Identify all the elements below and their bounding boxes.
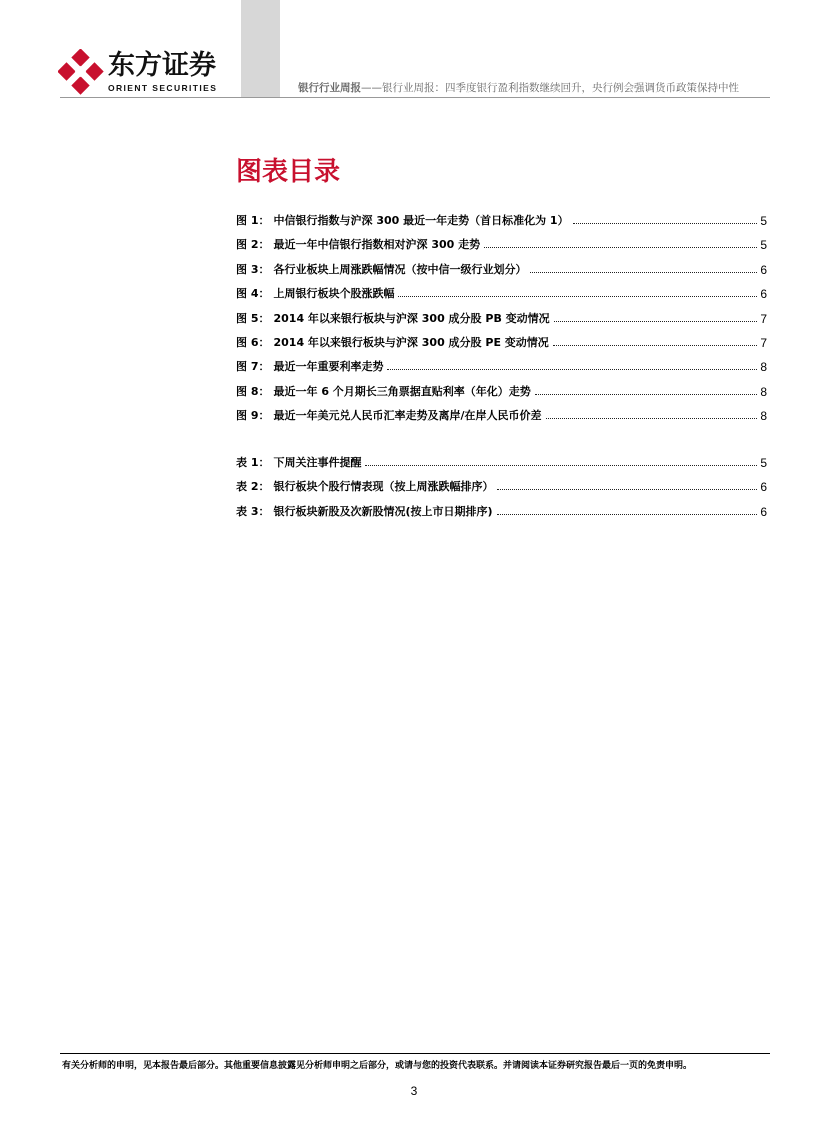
report-subtitle: ——银行业周报：四季度银行盈利指数继续回升，央行例会强调货币政策保持中性 xyxy=(361,82,739,94)
toc-leader-dots xyxy=(398,295,757,297)
footer-divider xyxy=(60,1053,770,1054)
toc-entry-title: 银行板块新股及次新股情况(按上市日期排序) xyxy=(273,504,493,518)
toc-leader-dots xyxy=(573,222,758,224)
toc-table-entry[interactable] xyxy=(236,478,767,494)
toc-entry-title: 中信银行指数与沪深 300 最近一年走势（首日标准化为 1） xyxy=(273,214,569,227)
page-number: 3 xyxy=(410,1084,418,1098)
toc-title: 图表目录 xyxy=(236,157,341,187)
toc-figure-entry[interactable] xyxy=(236,310,767,326)
toc-entry-page: 8 xyxy=(760,360,767,375)
toc-entry-title: 下周关注事件提醒 xyxy=(273,456,362,469)
report-header xyxy=(298,82,739,95)
toc-leader-dots xyxy=(497,513,758,515)
toc-entry-title: 上周银行板块个股涨跌幅 xyxy=(273,287,395,301)
toc-leader-dots xyxy=(387,368,757,370)
toc-leader-dots xyxy=(553,344,758,346)
logo-english-name: ORIENT SECURITIES xyxy=(108,83,218,93)
toc-leader-dots xyxy=(535,393,758,395)
toc-figure-entry[interactable] xyxy=(236,334,767,350)
toc-figure-entry[interactable] xyxy=(236,261,767,277)
toc-entry-page: 6 xyxy=(760,480,767,495)
toc-entry-label: 表 1： xyxy=(236,456,270,469)
toc-entry-label: 图 7： xyxy=(236,360,270,374)
header-gray-bar xyxy=(241,0,280,98)
toc-entry-label: 表 3： xyxy=(236,504,270,518)
toc-entry-page: 6 xyxy=(760,262,767,277)
toc-table-entry[interactable] xyxy=(236,503,767,519)
toc-entry-page: 5 xyxy=(760,214,767,228)
toc-entry-title: 最近一年中信银行指数相对沪深 300 走势 xyxy=(273,238,481,252)
toc-entry-page: 8 xyxy=(760,409,767,424)
toc-entry-label: 图 8： xyxy=(236,384,270,398)
toc-entry-title: 最近一年美元兑人民币汇率走势及离岸/在岸人民币价差 xyxy=(273,409,542,423)
toc-figure-entry[interactable] xyxy=(236,358,767,374)
toc-figure-entry[interactable] xyxy=(236,285,767,301)
toc-entry-label: 表 2： xyxy=(236,480,270,494)
toc-entry-page: 7 xyxy=(760,311,767,326)
toc-figure-entry[interactable] xyxy=(236,212,767,228)
toc-leader-dots xyxy=(546,417,758,419)
toc-entry-label: 图 9： xyxy=(236,409,270,423)
toc-entry-label: 图 5： xyxy=(236,311,270,325)
logo-chinese-name: 东方证券 xyxy=(108,50,216,81)
toc-entry-page: 7 xyxy=(760,336,767,350)
company-logo xyxy=(58,49,218,95)
toc-table-entry[interactable] xyxy=(236,454,767,470)
footer-disclaimer: 有关分析师的申明，见本报告最后部分。其他重要信息披露见分析师申明之后部分，或请与您的投资代表联系。并请阅读本证券研究报告最后一页的免责申明。 xyxy=(62,1061,693,1071)
toc-entry-title: 最近一年重要利率走势 xyxy=(273,360,384,374)
toc-entry-page: 5 xyxy=(760,238,767,253)
toc-leader-dots xyxy=(497,488,757,490)
toc-entry-title: 最近一年 6 个月期长三角票据直贴利率（年化）走势 xyxy=(273,384,531,398)
toc-entry-page: 5 xyxy=(760,456,767,470)
toc-figure-entry[interactable] xyxy=(236,407,767,423)
toc-figure-entry[interactable] xyxy=(236,383,767,399)
toc-entry-title: 银行板块个股行情表现（按上周涨跌幅排序） xyxy=(273,480,494,494)
toc-leader-dots xyxy=(554,320,758,322)
toc-entry-page: 6 xyxy=(760,504,767,519)
toc-entry-label: 图 4： xyxy=(236,287,270,301)
toc-leader-dots xyxy=(484,246,757,248)
orient-securities-logo-icon xyxy=(58,49,104,95)
toc-entry-label: 图 3： xyxy=(236,262,270,276)
toc-leader-dots xyxy=(530,271,757,273)
toc-entry-label: 图 2： xyxy=(236,238,270,252)
report-type: 银行行业周报 xyxy=(298,82,361,94)
toc-entry-title: 各行业板块上周涨跌幅情况（按中信一级行业划分） xyxy=(273,262,527,276)
toc-figure-entry[interactable] xyxy=(236,236,767,252)
toc-entry-page: 8 xyxy=(760,384,767,399)
toc-leader-dots xyxy=(365,464,757,466)
toc-entry-label: 图 6： xyxy=(236,336,270,349)
toc-entry-title: 2014 年以来银行板块与沪深 300 成分股 PE 变动情况 xyxy=(273,336,549,349)
toc-entry-title: 2014 年以来银行板块与沪深 300 成分股 PB 变动情况 xyxy=(273,311,550,325)
toc-entry-page: 6 xyxy=(760,287,767,302)
header-divider xyxy=(60,97,770,98)
toc-entry-label: 图 1： xyxy=(236,214,270,227)
